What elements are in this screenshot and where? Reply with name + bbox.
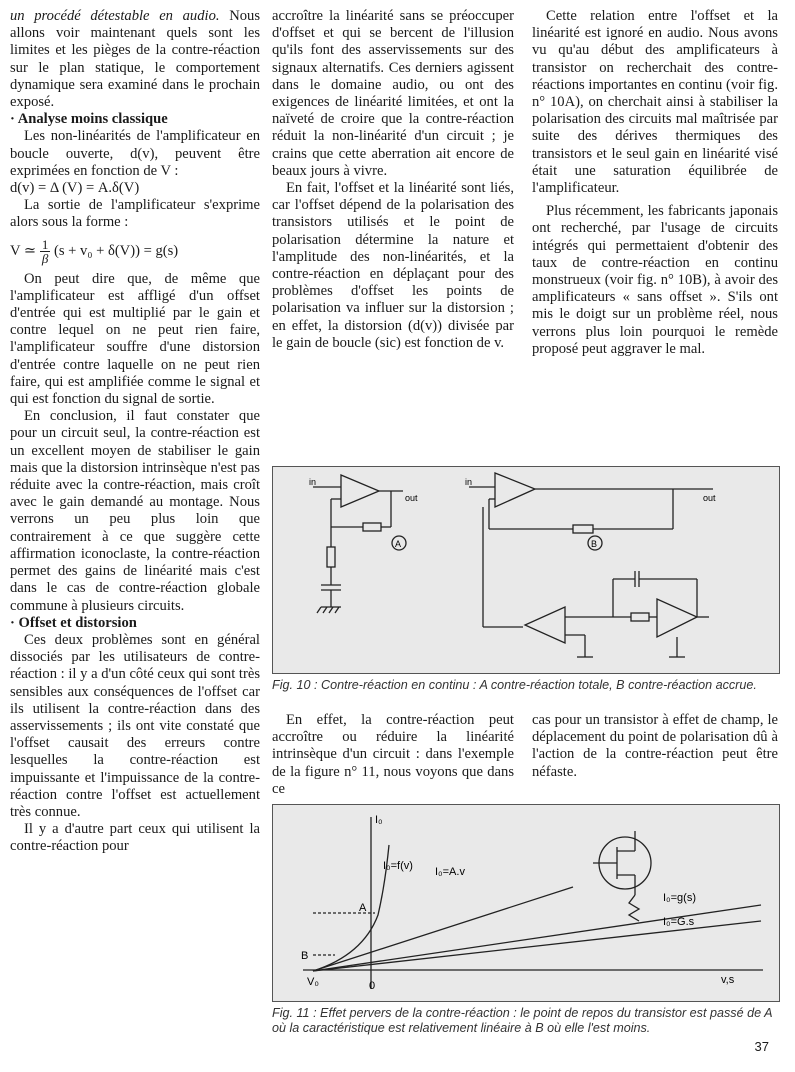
- circuit-diagram: [273, 467, 779, 673]
- paragraph: En conclusion, il faut constater que pour un circuit seul, la contre-réaction est un excellent moyen de stabiliser le gain mais que la distorsion intrinsèque n'est pas réduite avec la contre-réaction, mais croît avec le gain demandé au montage. Nous verrons un peu plus loin que contrairement à ce que suggère cette affirmation iconoclaste, la contre-réaction permet des gains de linéarité mais c'est dans le cas de contre-réaction globale commune à plusieurs circuits.: [10, 408, 260, 614]
- paragraph: Ces deux problèmes sont en général dissociés par les utilisateurs de contre-réaction : il y a d'un côté ceux qui sont très sensibles aux conséquences de l'offset car ils utilisent la contre-réaction dans des asservissements ; ils ont vite constaté que l'offset causait des erreurs contre lesquelles la contre-réaction est impuissante et l'impuissance de la contre-réaction contre l'offset est actuellement très connue.: [10, 631, 260, 820]
- numerator: 1: [41, 236, 49, 252]
- label-a: A: [395, 539, 402, 549]
- label-out: out: [405, 493, 418, 503]
- line-label-av: I₀=A.v: [435, 866, 465, 878]
- figure-10-caption: Fig. 10 : Contre-réaction en continu : A contre-réaction totale, B contre-réaction accrue.: [272, 678, 757, 692]
- figure-10: [272, 466, 780, 674]
- formula-rhs: (s + v₀ + δ(V)) = g(s): [53, 242, 179, 259]
- origin-v0-label: V₀: [307, 976, 319, 988]
- column-1: [10, 8, 260, 856]
- label-in: in: [309, 477, 317, 487]
- section-heading: · Analyse moins classique: [10, 111, 168, 128]
- column-2-bottom: [272, 712, 514, 798]
- label-out: out: [703, 493, 716, 503]
- paragraph: [10, 8, 260, 111]
- point-a-label: A: [359, 902, 367, 914]
- paragraph: cas pour un transistor à effet de champ, le déplacement du point de polarisation dû à l'action de la contre-réaction peut être néfaste.: [532, 712, 778, 780]
- point-b-label: B: [301, 950, 309, 962]
- column-3-bottom: [532, 712, 778, 781]
- paragraph: Les non-linéarités de l'amplificateur en boucle ouverte, d(v), peuvent être exprimées en fonction de V :: [10, 128, 260, 179]
- line-label-gs: I₀=g(s): [663, 892, 696, 904]
- label-b: B: [591, 539, 598, 549]
- paragraph-text: Nous allons voir maintenant quels sont les limites et les pièges de la contre-réaction sur le plan statique, le comportement dynamique sera examiné dans le prochain exposé.: [10, 8, 261, 111]
- fraction: [40, 238, 51, 265]
- section-heading: · Offset et distorsion: [10, 614, 137, 631]
- column-3: [532, 8, 778, 358]
- origin-0-label: 0: [369, 980, 376, 992]
- transfer-graph: [273, 805, 779, 1001]
- formula-lhs: V ≃: [10, 242, 37, 259]
- formula: d(v) = Δ (V) = A.δ(V): [10, 180, 140, 197]
- paragraph: Il y a d'autre part ceux qui utilisent la contre-réaction pour: [10, 821, 260, 855]
- figure-11: [272, 804, 780, 1002]
- x-axis-label: v,s: [721, 974, 735, 986]
- paragraph: En fait, l'offset et la linéarité sont liés, car l'offset dépend de la polarisation des transistors utilisés et le point de polarisation détermine la nature et l'amplitude des non-linéarités, et la contre-réaction en déplaçant pour des problèmes d'offset les points de polarisation va influer sur la distorsion ; en effet, la distorsion (d(v)) divisée par le gain de boucle (sic) est fonction de v.: [272, 180, 514, 351]
- figure-11-caption: Fig. 11 : Effet pervers de la contre-réaction : le point de repos du transistor est passé de A où la caractéristique est relativement linéaire à B où elle l'est moins.: [272, 1006, 773, 1035]
- paragraph: Cette relation entre l'offset et la linéarité est ignoré en audio. Nous avons vu qu'au début des amplificateurs à transistor on recherchait des contre-réactions importantes en continu (voir fig. n° 10A), on cherchait ainsi à stabiliser la polarisation des circuits mal maîtrisée par suite des dérives thermiques des transistors et le seul gain en linéarité visé était une saturation équilibrée de l'amplificateur.: [532, 8, 778, 197]
- line-label-Gs: I₀=G.s: [663, 916, 695, 928]
- label-in: in: [465, 477, 473, 487]
- italic-text: un procédé détestable en audio.: [10, 8, 220, 24]
- paragraph: On peut dire que, de même que l'amplificateur est affligé d'un offset d'entrée qui est multiplié par le gain et contre lequel on ne peut rien faire, l'amplificateur souffre d'une distorsion d'entrée contre laquelle on ne peut rien faire, qui est amplifiée comme le signal et qui est fonction du signal de sortie.: [10, 270, 260, 408]
- y-axis-label: I₀: [375, 814, 383, 826]
- paragraph: Plus récemment, les fabricants japonais ont recherché, par l'usage de circuits intégrés qui permettaient d'obtenir des taux de contre-réaction en continu monstrueux (voir fig. n° 10B), à avoir des amplificateurs « sans offset ». S'ils ont mis le doigt sur un problème réel, nous verrons plus loin pourquoi le remède proposé peut aggraver le mal.: [532, 203, 778, 357]
- page-number: 37: [754, 1039, 769, 1054]
- denominator: β: [41, 250, 49, 266]
- curve-label-fv: I₀=f(v): [383, 860, 413, 872]
- formula: [10, 238, 260, 265]
- paragraph: La sortie de l'amplificateur s'exprime alors sous la forme :: [10, 197, 260, 231]
- paragraph: En effet, la contre-réaction peut accroître ou réduire la linéarité intrinsèque d'un circuit : dans l'exemple de la figure n° 11, nous voyons que dans ce: [272, 712, 514, 797]
- paragraph: accroître la linéarité sans se préoccuper d'offset et qui se bercent de l'illusion qu'ils font des asservissements sur des signaux alternatifs. Ces derniers agissent dans le domaine audio, ou ont des exigences de linéarité limitées, et ont la naïveté de croire que la contre-réaction réduit la non-linéarité d'un circuit ; je crains que cette aberration ait encore de beaux jours à vivre.: [272, 8, 514, 179]
- column-2: [272, 8, 514, 352]
